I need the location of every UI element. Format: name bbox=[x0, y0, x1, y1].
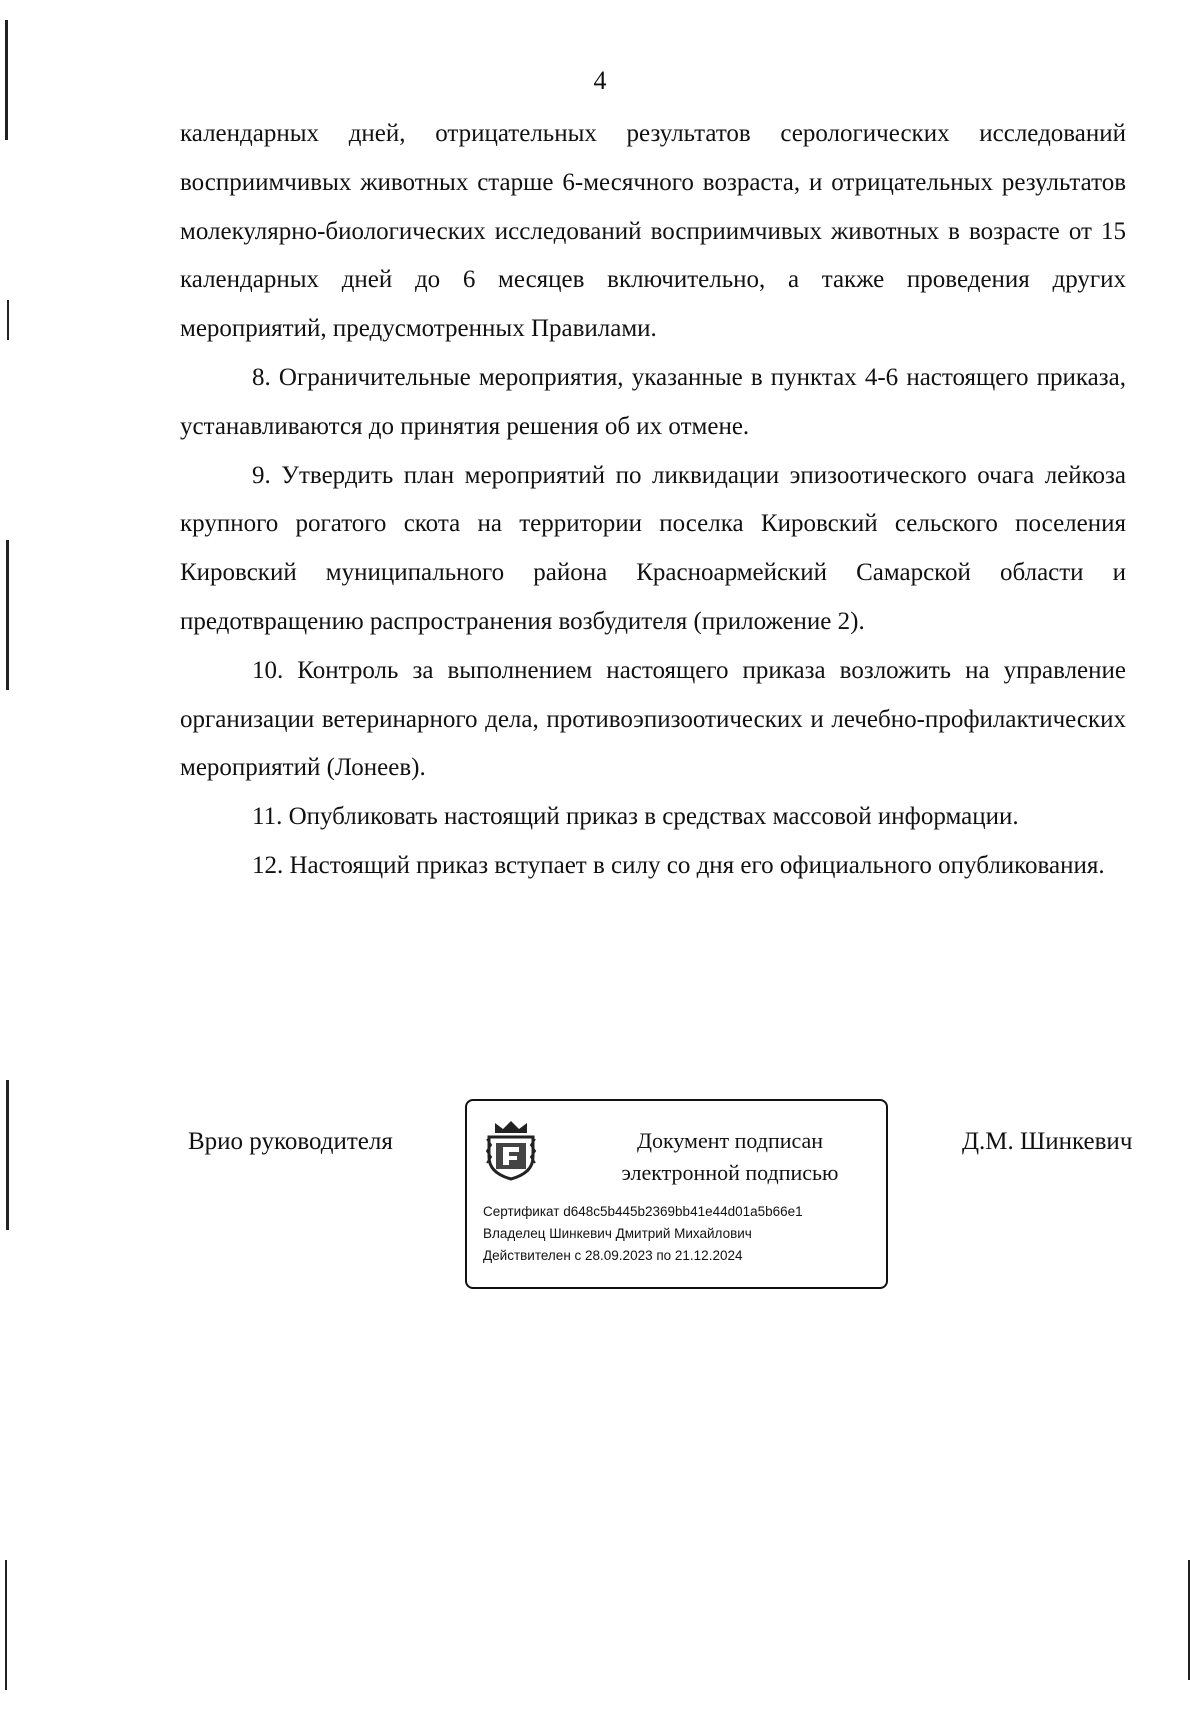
paragraph-8: 8. Ограничительные мероприятия, указанные в пунктах 4-6 настоящего приказа, устанавливаются до принятия решения об их отмене. bbox=[180, 363, 1126, 440]
scan-artifact bbox=[5, 20, 8, 140]
signer-name: Д.М. Шинкевич bbox=[962, 1128, 1133, 1155]
paragraph-11: 11. Опубликовать настоящий приказ в средствах массовой информации. bbox=[252, 803, 1019, 831]
scan-artifact bbox=[7, 300, 9, 340]
paragraph-9: 9. Утвердить план мероприятий по ликвидации эпизоотического очага лейкоза крупного рогатого скота на территории поселка Кировский сельского поселения Кировский муниципального района Красноармейский Самарской области и предотвращению распространения возбудителя (приложение 2). bbox=[180, 461, 1126, 635]
paragraph-12: 12. Настоящий приказ вступает в силу со дня его официального опубликования. bbox=[252, 851, 1105, 879]
scan-artifact bbox=[6, 540, 9, 690]
stamp-certificate: Сертификат d648c5b445b2369bb41e44d01a5b66e1 bbox=[483, 1204, 803, 1219]
scan-artifact bbox=[1188, 1560, 1190, 1680]
signer-title: Врио руководителя bbox=[188, 1128, 393, 1155]
scan-artifact bbox=[6, 1080, 9, 1230]
document-body bbox=[180, 110, 1126, 891]
digital-signature-stamp bbox=[465, 1099, 888, 1289]
stamp-owner: Владелец Шинкевич Дмитрий Михайлович bbox=[483, 1226, 752, 1241]
stamp-heading-line2: электронной подписью bbox=[621, 1160, 839, 1185]
page-number: 4 bbox=[593, 66, 607, 95]
scan-artifact bbox=[5, 1560, 7, 1690]
stamp-validity: Действителен с 28.09.2023 по 21.12.2024 bbox=[483, 1248, 743, 1263]
stamp-details bbox=[483, 1201, 878, 1267]
paragraph-10: 10. Контроль за выполнением настоящего приказа возложить на управление организации ветеринарного дела, противоэпизоотических и лечебно-профилактических мероприятий (Лонеев). bbox=[180, 656, 1126, 782]
coat-of-arms-icon bbox=[485, 1119, 537, 1181]
paragraph-7-continuation: календарных дней, отрицательных результатов серологических исследований восприимчивых животных старше 6-месячного возраста, и отрицательных результатов молекулярно-биологических исследований восприимчивых животных в возрасте от 15 календарных дней до 6 месяцев включительно, а также проведения других мероприятий, предусмотренных Правилами. bbox=[180, 120, 1126, 343]
stamp-heading-line1: Документ подписан bbox=[636, 1128, 824, 1153]
stamp-heading bbox=[585, 1125, 875, 1189]
